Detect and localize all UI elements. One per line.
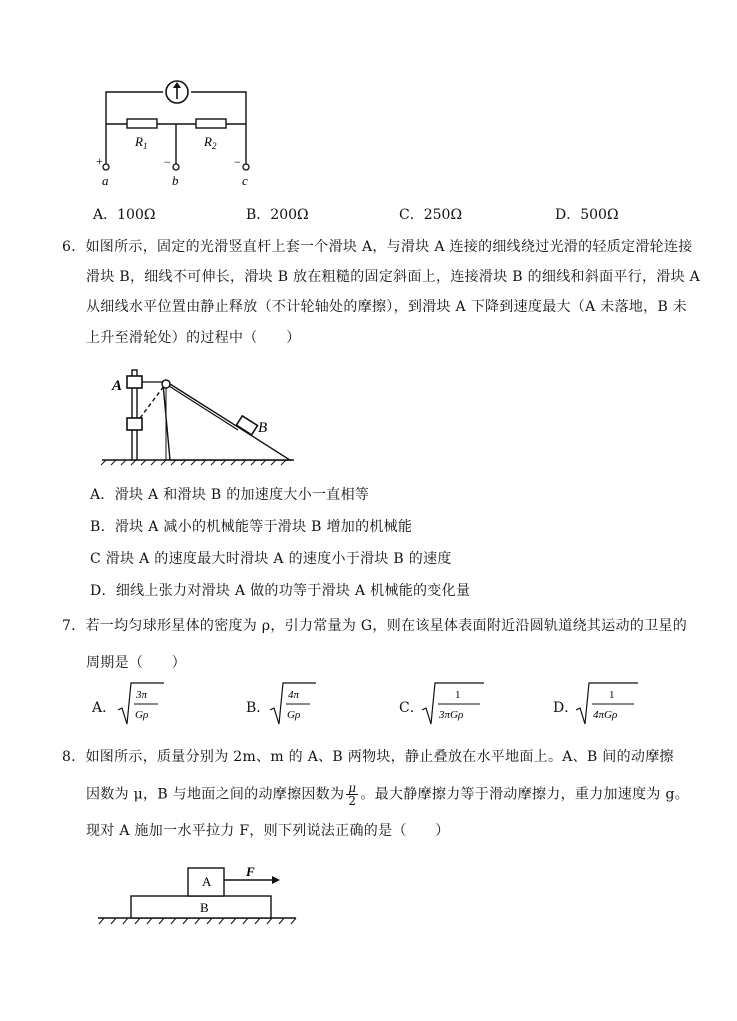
circuit-figure	[90, 72, 270, 192]
q7-text-line-1: 7．若一均匀球形星体的密度为 ρ，引力常量为 G，则在该星体表面附近沿圆轨道绕其运动的卫星的	[62, 618, 688, 634]
q7-option-b-formula	[268, 680, 318, 728]
figure-label-b: B	[258, 420, 268, 436]
q7-option-c-letter: C．	[399, 700, 424, 716]
q6-text-line-3: 从细线水平位置由静止释放（不计轮轴处的摩擦），到滑块 A 下降到速度最大（A 未落地，B 未	[86, 299, 688, 315]
resistor-r1	[127, 119, 157, 128]
svg-text:1: 1	[455, 689, 461, 701]
q6-text-line-2: 滑块 B，细线不可伸长，滑块 B 放在粗糙的固定斜面上，连接滑块 B 的细线和斜面平行，滑块 A	[86, 269, 701, 285]
q7-option-d-formula	[574, 680, 640, 728]
figure-label-f: F	[246, 864, 255, 879]
q7-option-b-letter: B．	[246, 700, 271, 716]
terminal-c: c	[242, 173, 248, 188]
figure-label-a: A	[112, 378, 123, 394]
q6-text-line-4: 上升至滑轮处）的过程中（ ）	[86, 330, 301, 346]
q6-option-c: C 滑块 A 的速度最大时滑块 A 的速度小于滑块 B 的速度	[90, 551, 452, 567]
label-minus-c: −	[234, 155, 241, 169]
block-a-lower	[127, 418, 142, 430]
q7-option-c-formula	[420, 680, 486, 728]
block-a-top	[127, 376, 142, 388]
svg-text:4πGρ: 4πGρ	[593, 709, 618, 721]
q6-option-d: D．细线上张力对滑块 A 做的功等于滑块 A 机械能的变化量	[90, 583, 471, 599]
q8-text-line-3: 现对 A 施加一水平拉力 F，则下列说法正确的是（ ）	[86, 823, 450, 839]
q5-option-a: A．100Ω	[93, 207, 156, 223]
blocks-figure	[96, 862, 300, 934]
q6-option-a: A．滑块 A 和滑块 B 的加速度大小一直相等	[90, 487, 370, 503]
terminal-b: b	[172, 173, 179, 188]
figure-label-b: B	[200, 900, 209, 915]
label-minus-b: −	[164, 155, 171, 169]
label-r1: $R_1$	[135, 134, 148, 151]
label-plus: +	[96, 154, 103, 168]
q7-option-a-formula	[116, 680, 166, 728]
pulley-figure	[98, 366, 298, 466]
q7-option-a-letter: A．	[92, 700, 117, 716]
q6-text-line-1: 6．如图所示，固定的光滑竖直杆上套一个滑块 A，与滑块 A 连接的细线绕过光滑的轻质定滑轮连接	[62, 239, 693, 255]
svg-text:Gρ: Gρ	[287, 709, 301, 721]
svg-text:4π: 4π	[288, 689, 300, 701]
svg-text:Gρ: Gρ	[135, 709, 149, 721]
q8-text-line-2: 因数为 μ，B 与地面之间的动摩擦因数为 $\frac{\mu}{2}$ 。最大静摩擦力等于滑动摩擦力，重力加速度为 g。	[86, 781, 690, 808]
svg-text:3π: 3π	[136, 689, 148, 701]
terminal-a: a	[102, 173, 109, 188]
q6-option-b: B．滑块 A 减小的机械能等于滑块 B 增加的机械能	[90, 519, 413, 535]
label-r2: $R_2$	[204, 134, 217, 151]
resistor-r2	[196, 119, 226, 128]
q8-fraction: $\frac{\mu}{2}$	[348, 781, 357, 808]
figure-label-a: A	[202, 874, 212, 889]
q7-option-d-letter: D．	[553, 700, 579, 716]
q5-option-c: C．250Ω	[399, 207, 463, 223]
q5-option-b: B．200Ω	[246, 207, 309, 223]
svg-text:1: 1	[609, 689, 615, 701]
q8-text-line-1: 8．如图所示，质量分别为 2m、m 的 A、B 两物块，静止叠放在水平地面上。A、B 间的动摩擦	[62, 749, 674, 765]
svg-text:3πGρ: 3πGρ	[439, 709, 464, 721]
q5-option-d: D．500Ω	[555, 207, 619, 223]
q7-text-line-2: 周期是（ ）	[86, 655, 187, 671]
